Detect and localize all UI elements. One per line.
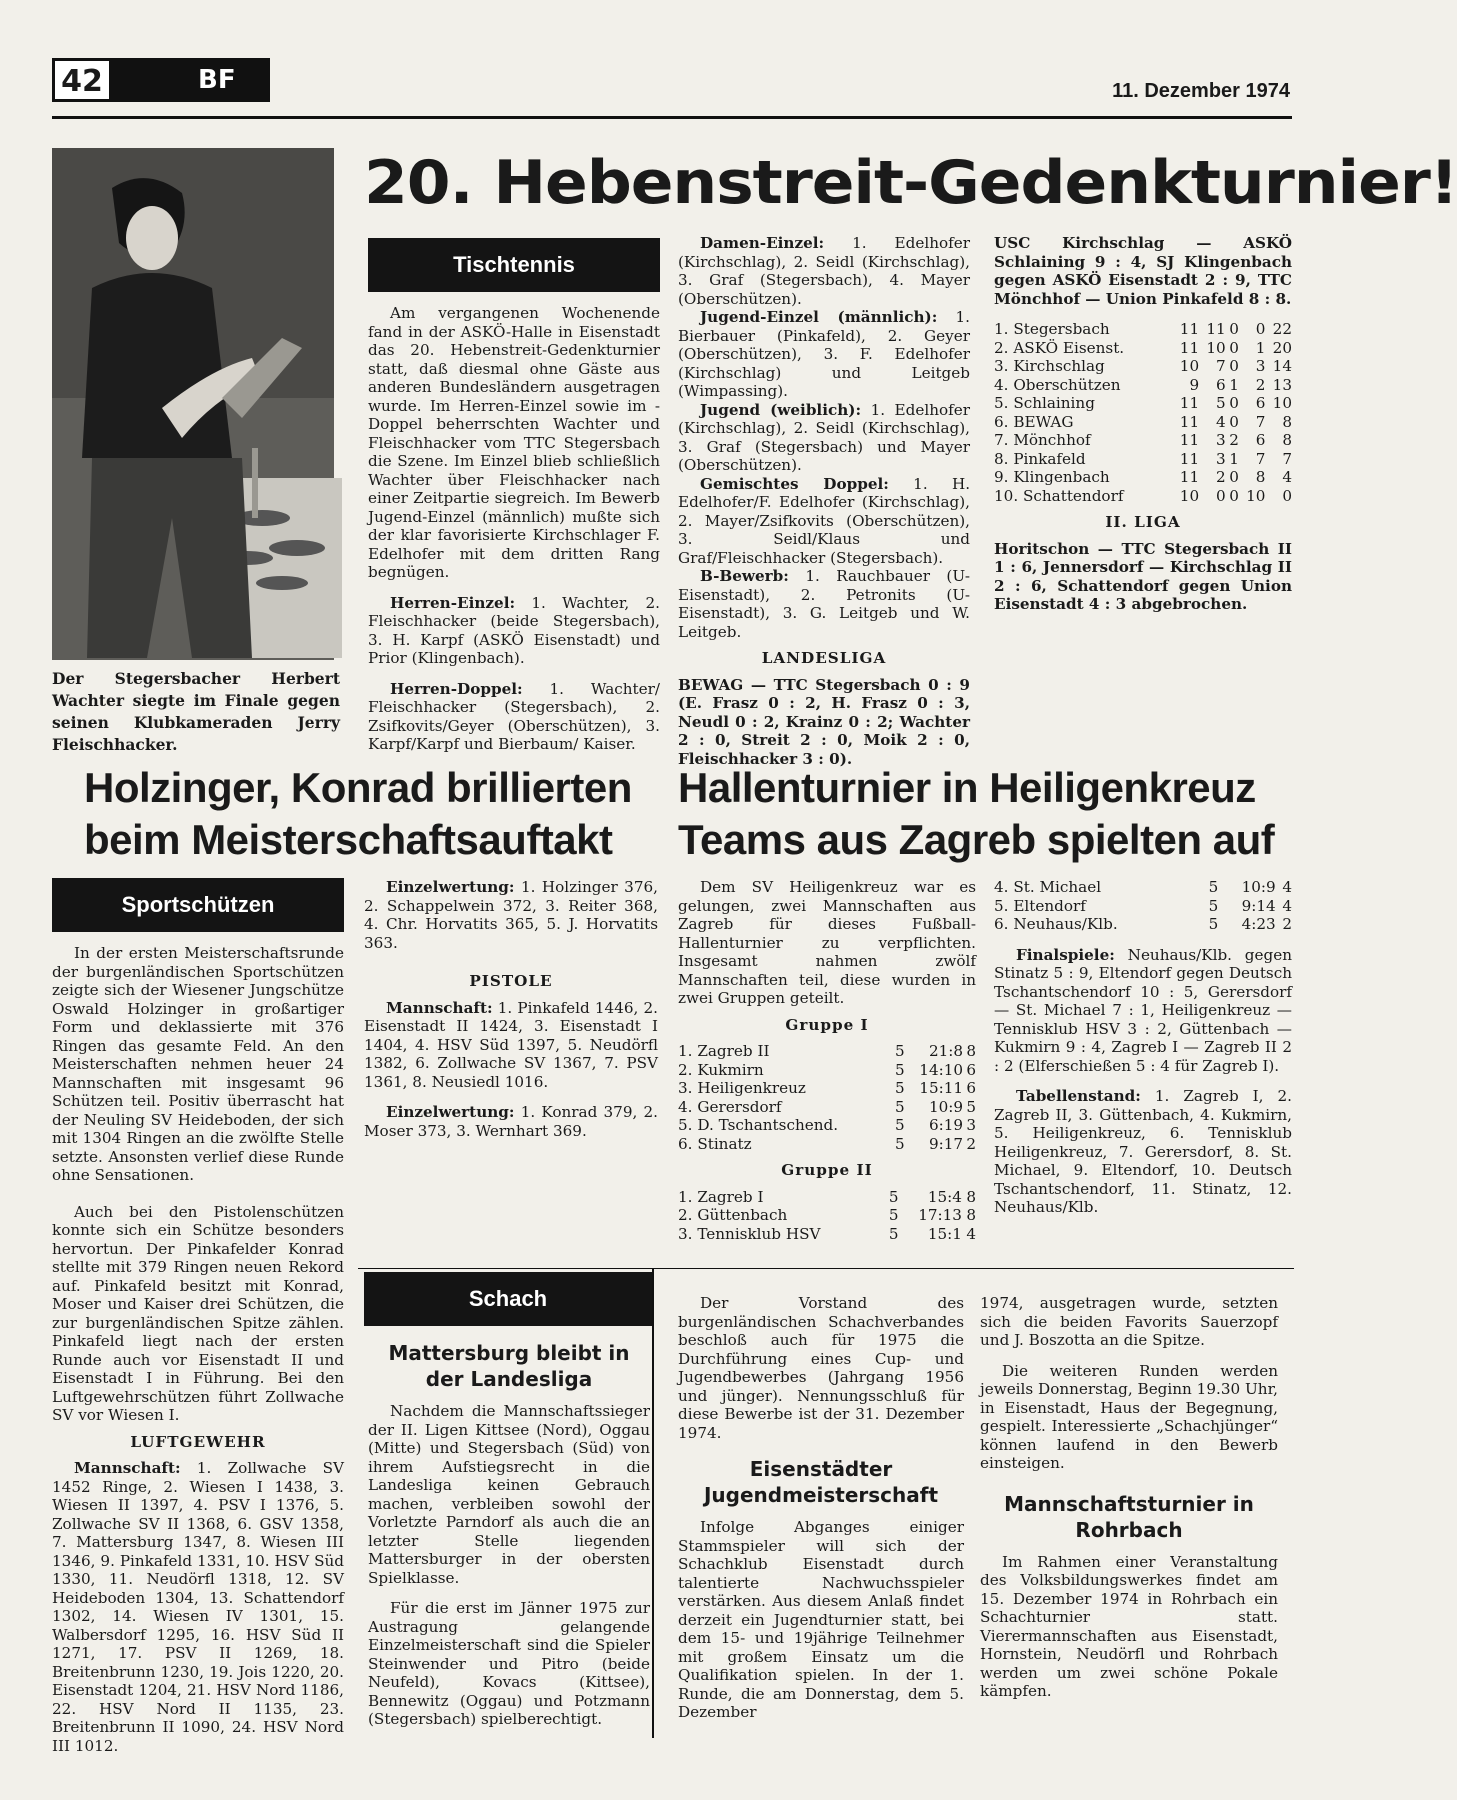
subhead-mattersburg: Mattersburg bleibt in der Landesliga	[388, 1341, 630, 1391]
stat-cell: 0	[1229, 412, 1239, 431]
standings-row	[994, 468, 1292, 487]
stat-cell: 5	[894, 1097, 905, 1116]
article1-col1	[368, 304, 660, 754]
team-name: 2. ASKÖ Eisenst.	[994, 338, 1125, 357]
final-results: Neuhaus/Klb. gegen Stinatz 5 : 9, Eltendorf gegen Deutsch Tschantschendorf 10 : 5, Gerersdorf — St. Michael 7 : 1, Heiligenkreuz — Tennisklub HSV 3 : 2, Güttenbach — Kukmirn 9 : 4, Zagreb I — Zagreb II 2 : 2 (Elferschießen 5 : 4 für Zagreb I).	[994, 945, 1292, 1075]
pist-team-results: 1. Pinkafeld 1446, 2. Eisenstadt II 1424, 3. Eisenstadt I 1404, 4. HSV Süd 1397, 5. Neudörfl 1382, 6. Zollwache SV 1367, 7. PSV 1361, 8. Neusiedl 1016.	[364, 998, 659, 1091]
liga2-results: Horitschon — TTC Stegersbach II 1 : 6, Jennersdorf — Kirchschlag II 2 : 6, Schattendorf gegen Union Eisenstadt 4 : 3 abgebrochen.	[994, 539, 1292, 613]
pist-single-label: Einzelwertung:	[386, 1103, 515, 1121]
stat-cell: 20	[1272, 338, 1292, 357]
group-row	[678, 1098, 976, 1117]
result-text: 1. Edelhofer (Kirchschlag), 2. Seidl (Kirchschlag), 3. Graf (Stegersbach), 4. Mayer (Oberschützen).	[678, 234, 970, 308]
result-title: Gemischtes Doppel:	[700, 474, 889, 493]
label-tischtennis: Tischtennis	[368, 238, 660, 292]
stat-cell: 3	[1255, 357, 1266, 375]
stat-cell: 5	[894, 1042, 905, 1060]
label-schach: Schach	[364, 1272, 652, 1326]
stat-cell: 10	[1179, 486, 1200, 505]
stat-cell: 6	[966, 1079, 976, 1097]
article1-col2	[678, 234, 970, 768]
team-name: 10. Schattendorf	[994, 486, 1124, 505]
stat-cell: 5	[888, 1224, 899, 1243]
group2-title: Gruppe II	[781, 1161, 873, 1179]
stat-cell: 2	[966, 1134, 976, 1153]
stat-cell: 9	[1189, 375, 1200, 394]
stat-cell: 10	[1272, 394, 1292, 412]
stat-cell: 5	[1215, 394, 1226, 412]
photo-illustration	[52, 148, 334, 660]
stat-cell: 11	[1206, 320, 1226, 338]
article4-col3-p1: 1974, ausgetragen wurde, setzten sich die beiden Favorits Sauerzopf und J. Boszotta an die Spitze.	[980, 1294, 1278, 1349]
team-name: 6. BEWAG	[994, 412, 1074, 431]
stat-cell: 6	[1215, 375, 1226, 394]
stat-cell: 14:10	[919, 1060, 964, 1079]
team-name: 3. Kirchschlag	[994, 357, 1105, 375]
subhead-rohrbach: Mannschaftsturnier in Rohrbach	[1004, 1491, 1254, 1542]
group-row	[994, 915, 1292, 934]
group-row	[678, 1079, 976, 1098]
page-number: 42	[52, 58, 112, 102]
group-row	[678, 1188, 976, 1207]
team-name: 5. D. Tschantschend.	[678, 1116, 839, 1134]
stat-cell: 10:9	[928, 1097, 964, 1116]
stat-cell: 0	[1229, 320, 1239, 338]
stat-cell: 0	[1229, 468, 1239, 486]
photo-caption: Der Stegersbacher Herbert Wachter siegte im Finale gegen seinen Klubkameraden Jerry Fleischhacker.	[52, 669, 340, 754]
stat-cell: 10	[1206, 338, 1226, 357]
stat-cell: 8	[966, 1187, 976, 1206]
team-name: 4. Oberschützen	[994, 375, 1121, 394]
group1-table	[678, 1042, 976, 1153]
luft-single-label: Einzelwertung:	[386, 878, 515, 896]
stat-cell: 7	[1215, 357, 1226, 375]
article3-col1	[678, 878, 976, 1243]
stat-cell: 8	[1282, 412, 1292, 431]
stat-cell: 10	[1246, 486, 1266, 505]
team-name: 2. Güttenbach	[678, 1206, 788, 1224]
stat-cell: 9:17	[928, 1134, 964, 1153]
stat-cell: 7	[1282, 449, 1292, 468]
article3-col2	[994, 878, 1292, 1217]
group-row	[994, 878, 1292, 897]
stat-cell: 5	[888, 1187, 899, 1206]
stat-cell: 6	[966, 1060, 976, 1079]
stat-cell: 0	[1282, 486, 1292, 505]
article4-col2	[678, 1294, 964, 1722]
landesliga-result-1: BEWAG — TTC Stegersbach 0 : 9 (E. Frasz 0 : 2, H. Frasz 0 : 3, Neudl 0 : 2, Krainz 0 : 2; Wachter 2 : 0, Streit 2 : 0, Moik 2 : 0, Fleischhacker 3 : 0).	[678, 675, 970, 768]
stat-cell: 22	[1272, 320, 1292, 338]
stat-cell: 4	[1282, 896, 1292, 915]
stat-cell: 11	[1179, 468, 1200, 486]
stat-cell: 7	[1255, 412, 1266, 431]
stat-cell: 5	[894, 1060, 905, 1079]
liga2-title: II. LIGA	[1105, 513, 1181, 531]
stat-cell: 1	[1255, 338, 1266, 357]
stat-cell: 21:8	[928, 1042, 964, 1060]
team-name: 3. Heiligenkreuz	[678, 1079, 806, 1097]
team-name: 1. Zagreb II	[678, 1042, 770, 1060]
issue-date: 11. Dezember 1974	[1112, 80, 1290, 102]
group-row	[678, 1116, 976, 1135]
team-name: 5. Eltendorf	[994, 896, 1086, 915]
stat-cell: 10	[1179, 357, 1200, 375]
label-sportschuetzen: Sportschützen	[52, 878, 344, 932]
stat-cell: 2	[1282, 915, 1292, 933]
stat-cell: 9:14	[1241, 896, 1276, 915]
stat-cell: 6	[1255, 431, 1266, 449]
article2-col1	[52, 944, 344, 1755]
team-name: 8. Pinkafeld	[994, 449, 1086, 468]
luftgewehr-title: LUFTGEWEHR	[130, 1432, 266, 1451]
article1-col3	[994, 234, 1292, 614]
standing-label: Tabellenstand:	[1016, 1087, 1141, 1105]
stat-cell: 3	[966, 1116, 976, 1134]
stat-cell: 17:13	[918, 1206, 962, 1224]
result-title: Herren-Einzel:	[390, 593, 516, 612]
stat-cell: 0	[1229, 338, 1239, 357]
pistole-title: PISTOLE	[469, 972, 553, 990]
stat-cell: 2	[1215, 468, 1226, 486]
team-name: 6. Neuhaus/Klb.	[994, 915, 1118, 933]
luft-single-results: 1. Holzinger 376, 2. Schappelwein 372, 3. Reiter 368, 4. Chr. Horvatits 365, 5. J. Horvatits 363.	[364, 878, 658, 952]
standings-row	[994, 376, 1292, 395]
article1-intro: Am vergangenen Wochenende fand in der ASKÖ-Halle in Eisenstadt das 20. Hebenstreit-Gedenkturnier statt, daß diesmal ohne Gäste aus anderen Bundesländern ausgetragen wurde. Im Herren-Einzel sowie im -Doppel beherrschten Wachter und Fleischhacker vom TTC Stegersbach die Szene. Im Einzel blieb schließlich Wachter über Fleischhacker nach einer Zeitpartie siegreich. Im Bewerb Jugend-Einzel (männlich) mußte sich der klar favorisierte Kirchschlager F. Edelhofer mit dem dritten Rang begnügen.	[368, 304, 660, 581]
stat-cell: 8	[1255, 468, 1266, 486]
stat-cell: 3	[1215, 431, 1226, 449]
result-title: Damen-Einzel:	[700, 234, 825, 252]
stat-cell: 4	[1282, 878, 1292, 896]
headline-hallenturnier-2: Teams aus Zagreb spielten auf	[678, 816, 1275, 863]
standings-row	[994, 339, 1292, 358]
landesliga-title: LANDESLIGA	[761, 649, 887, 667]
pist-team-label: Mannschaft:	[386, 998, 493, 1017]
result-text: 1. Wachter/ Fleischhacker (Stegersbach), 2. Zsifkovits/Geyer (Oberschützen), 3. Karpf/Karpf und Bierbaum/ Kaiser.	[368, 679, 661, 753]
article4-col1-p1: Nachdem die Mannschaftssieger der II. Ligen Kittsee (Nord), Oggau (Mitte) und Stegersbach (Süd) von ihrem Aufstiegsrecht in die Landesliga keinen Gebrauch machen, verbleiben sowohl der Vorletzte Parndorf als auch die an letzter Stelle liegenden Mattersburger in der obersten Spielklasse.	[368, 1402, 650, 1587]
standings-row	[994, 357, 1292, 376]
stat-cell: 15:1	[927, 1224, 962, 1243]
stat-cell: 15:11	[919, 1079, 964, 1097]
standings-row	[994, 394, 1292, 413]
stat-cell: 0	[1229, 394, 1239, 412]
article2-p2: Auch bei den Pistolenschützen konnte sich ein Schütze besonders hervortun. Der Pinkafelder Konrad stellte mit 379 Ringen neuen Rekord auf. Pinkafeld besitzt mit Konrad, Moser und Kaiser drei Schützen, die zur burgenländischen Spitze zählen. Pinkafeld liegt nach der ersten Runde auch vor Eisenstadt II und Eisenstadt I in Führung. Bei den Luftgewehrschützen führt Zollwache SV vor Wiesen I.	[52, 1202, 344, 1424]
stat-cell: 1	[1229, 375, 1239, 394]
stat-cell: 3	[1215, 449, 1226, 468]
result-title: B-Bewerb:	[700, 567, 789, 585]
stat-cell: 10:9	[1241, 878, 1276, 896]
schach-box-top-rule	[358, 1268, 1294, 1269]
group1-title: Gruppe I	[785, 1015, 869, 1034]
stat-cell: 4	[1215, 412, 1226, 431]
stat-cell: 2	[1255, 375, 1266, 394]
standing-results: 1. Zagreb I, 2. Zagreb II, 3. Güttenbach, 4. Kukmirn, 5. Heiligenkreuz, 6. Tennisklub Heiligenkreuz, 7. Gerersdorf, 8. St. Michael, 9. Eltendorf, 10. Deutsch Tschantschendorf, 11. Stinatz, 12. Neuhaus/Klb.	[994, 1087, 1292, 1216]
stat-cell: 1	[1229, 449, 1239, 468]
article4-col3	[980, 1294, 1278, 1701]
result-title: Jugend-Einzel (männlich):	[700, 308, 938, 326]
article4-col1	[368, 1334, 650, 1729]
header-rule	[52, 116, 1292, 119]
stat-cell: 14	[1272, 357, 1292, 375]
stat-cell: 5	[888, 1206, 899, 1224]
luft-team-label: Mannschaft:	[74, 1459, 181, 1477]
stat-cell: 8	[1282, 431, 1292, 449]
article4-col3-p3: Im Rahmen einer Veranstaltung des Volksbildungswerkes findet am 15. Dezember 1974 in Rohrbach ein Schachturnier statt. Vierermannschaften aus Eisenstadt, Hornstein, Neudörfl und Rohrbach werden um zwei schöne Pokale kämpfen.	[980, 1552, 1278, 1700]
stat-cell: 11	[1179, 449, 1200, 468]
group-row	[678, 1061, 976, 1080]
result-text: 1. H. Edelhofer/F. Edelhofer (Kirchschlag), 2. Mayer/Zsifkovits (Oberschützen), 3. Seidl/Klaus und Graf/Fleischhacker (Stegersbach).	[678, 474, 971, 567]
stat-cell: 0	[1215, 486, 1226, 505]
result-title: Herren-Doppel:	[390, 679, 523, 698]
stat-cell: 15:4	[927, 1187, 962, 1206]
stat-cell: 5	[1208, 896, 1219, 915]
stat-cell: 5	[894, 1134, 905, 1153]
stat-cell: 5	[966, 1097, 976, 1116]
standings-row	[994, 487, 1292, 506]
stat-cell: 8	[966, 1042, 976, 1060]
article2-col2	[364, 878, 658, 1140]
stat-cell: 0	[1229, 486, 1239, 505]
stat-cell: 11	[1179, 394, 1200, 412]
stat-cell: 5	[1208, 878, 1219, 896]
stat-cell: 11	[1179, 431, 1200, 449]
photo-table-tennis-player	[52, 148, 334, 660]
standings-row	[994, 431, 1292, 450]
group-row	[678, 1042, 976, 1061]
stat-cell: 2	[1229, 431, 1239, 449]
landesliga-result-2: USC Kirchschlag — ASKÖ Schlaining 9 : 4, SJ Klingenbach gegen ASKÖ Eisenstadt 2 : 9, TTC Mönchhof — Union Pinkafeld 8 : 8.	[994, 234, 1292, 308]
stat-cell: 4:23	[1241, 915, 1276, 933]
group2-table-continued	[994, 878, 1292, 934]
stat-cell: 11	[1179, 320, 1200, 338]
schach-divider	[652, 1268, 654, 1738]
stat-cell: 4	[1282, 468, 1292, 486]
result-text: 1. Bierbauer (Pinkafeld), 2. Geyer (Oberschützen), 3. F. Edelhofer (Kirchschlag) und Leitgeb (Wimpassing).	[678, 308, 970, 400]
article2-p1: In der ersten Meisterschaftsrunde der burgenländischen Sportschützen zeigte sich der Wiesener Jungschütze Oswald Holzinger in großartiger Form und deklassierte mit 376 Ringen das gesamte Feld. An den Meisterschaften nehmen heuer 24 Mannschaften mit insgesamt 96 Schützen teil. Positiv überrascht hat der Neuling SV Heideboden, der sich mit 1304 Ringen an die zwölfte Stelle setzte. Ansonsten verlief diese Runde ohne Sensationen.	[52, 944, 344, 1184]
group2-table	[678, 1188, 976, 1244]
stat-cell: 6:19	[928, 1116, 964, 1134]
result-text: 1. Edelhofer (Kirchschlag), 2. Seidl (Kirchschlag), 3. Graf (Stegersbach) und Mayer (Oberschützen).	[678, 400, 970, 474]
landesliga-table	[994, 320, 1292, 505]
article3-intro: Dem SV Heiligenkreuz war es gelungen, zwei Mannschaften aus Zagreb für dieses Fußball-Hallenturnier zu verpflichten. Insgesamt nahmen zwölf Mannschaften teil, diese wurden in zwei Gruppen geteilt.	[678, 878, 976, 1007]
team-name: 1. Stegersbach	[994, 320, 1110, 338]
subhead-eisenstadt: Eisenstädter Jugendmeisterschaft	[703, 1457, 939, 1507]
article4-col1-p2: Für die erst im Jänner 1975 zur Austragung gelangende Einzelmeisterschaft sind die Spieler Steinwender und Pitro (beide Neufeld), Kovacs (Kittsee), Bennewitz (Oggau) und Potzmann (Stegersbach) spielberechtigt.	[368, 1599, 650, 1728]
team-name: 3. Tennisklub HSV	[678, 1224, 821, 1243]
stat-cell: 8	[966, 1206, 976, 1224]
stat-cell: 0	[1255, 320, 1266, 338]
section-tag: BF	[112, 58, 270, 102]
pist-single-results: 1. Konrad 379, 2. Moser 373, 3. Wernhart 369.	[364, 1103, 658, 1140]
standings-row	[994, 413, 1292, 432]
headline-hallenturnier-1: Hallenturnier in Heiligenkreuz	[678, 764, 1256, 811]
article4-col2-p1: Der Vorstand des burgenländischen Schachverbandes beschloß auch für 1975 die Durchführung eines Cup- und Jugendbewerbes (Jahrgang 1956 und jünger). Nennungsschluß für diese Bewerbe ist der 31. Dezember 1974.	[678, 1294, 964, 1442]
team-name: 6. Stinatz	[678, 1134, 752, 1153]
stat-cell: 11	[1179, 338, 1200, 357]
result-title: Jugend (weiblich):	[700, 400, 862, 419]
stat-cell: 5	[894, 1116, 905, 1134]
final-label: Finalspiele:	[1016, 945, 1115, 964]
stat-cell: 13	[1272, 375, 1292, 394]
headline-hebenstreit: 20. Hebenstreit-Gedenkturnier!	[364, 148, 1457, 218]
team-name: 1. Zagreb I	[678, 1187, 764, 1206]
stat-cell: 4	[966, 1224, 976, 1243]
standings-row	[994, 450, 1292, 469]
team-name: 7. Mönchhof	[994, 431, 1091, 449]
team-name: 4. Gerersdorf	[678, 1097, 782, 1116]
team-name: 9. Klingenbach	[994, 468, 1110, 486]
group-row	[678, 1135, 976, 1154]
headline-holzinger-2: beim Meisterschaftsauftakt	[84, 816, 613, 863]
stat-cell: 7	[1255, 449, 1266, 468]
stat-cell: 0	[1229, 357, 1239, 375]
team-name: 4. St. Michael	[994, 878, 1102, 896]
luft-team-results: 1. Zollwache SV 1452 Ringe, 2. Wiesen I 1438, 3. Wiesen II 1397, 4. PSV I 1376, 5. Zollwache SV II 1368, 6. GSV 1358, 7. Mattersburg 1347, 8. Wiesen III 1346, 9. Pinkafeld 1331, 10. HSV Süd 1330, 11. Neudörfl 1318, 12. SV Heideboden 1304, 13. Schattendorf 1302, 14. Wiesen IV 1301, 15. Walbersdorf 1295, 16. HSV Süd II 1271, 17. PSV II 1269, 18. Breitenbrunn 1230, 19. Jois 1220, 20. Eisenstadt 1204, 21. HSV Nord 1186, 22. HSV Nord II 1135, 23. Breitenbrunn II 1090, 24. HSV Nord III 1012.	[52, 1459, 345, 1755]
group-row	[678, 1225, 976, 1244]
team-name: 5. Schlaining	[994, 394, 1095, 412]
stat-cell: 5	[1208, 915, 1219, 933]
stat-cell: 5	[894, 1079, 905, 1097]
group-row	[994, 897, 1292, 916]
stat-cell: 6	[1255, 394, 1266, 412]
result-text: 1. Rauchbauer (U-Eisenstadt), 2. Petronits (U-Eisenstadt), 3. G. Leitgeb und W. Leitgeb.	[678, 567, 970, 641]
headline-holzinger-1: Holzinger, Konrad brillierten	[84, 764, 632, 811]
result-text: 1. Wachter, 2. Fleischhacker (beide Stegersbach), 3. H. Karpf (ASKÖ Eisenstadt) und Prior (Klingenbach).	[368, 593, 660, 667]
group-row	[678, 1206, 976, 1225]
article4-col2-p2: Infolge Abganges einiger Stammspieler will sich der Schachklub Eisenstadt durch talentierte Nachwuchsspieler verstärken. Aus diesem Anlaß findet derzeit ein Jugendturnier statt, bei dem 15- und 19jährige Teilnehmer mit großem Einsatz um die Qualifikation spielen. In der 1. Runde, die am Donnerstag, dem 5. Dezember	[678, 1518, 964, 1721]
article4-col3-p2: Die weiteren Runden werden jeweils Donnerstag, Beginn 19.30 Uhr, in Eisenstadt, Haus der Begegnung, gespielt. Interessierte „Schachjünger“ können laufend in den Bewerb einsteigen.	[980, 1361, 1278, 1472]
stat-cell: 11	[1179, 412, 1200, 431]
team-name: 2. Kukmirn	[678, 1060, 764, 1079]
standings-row	[994, 320, 1292, 339]
